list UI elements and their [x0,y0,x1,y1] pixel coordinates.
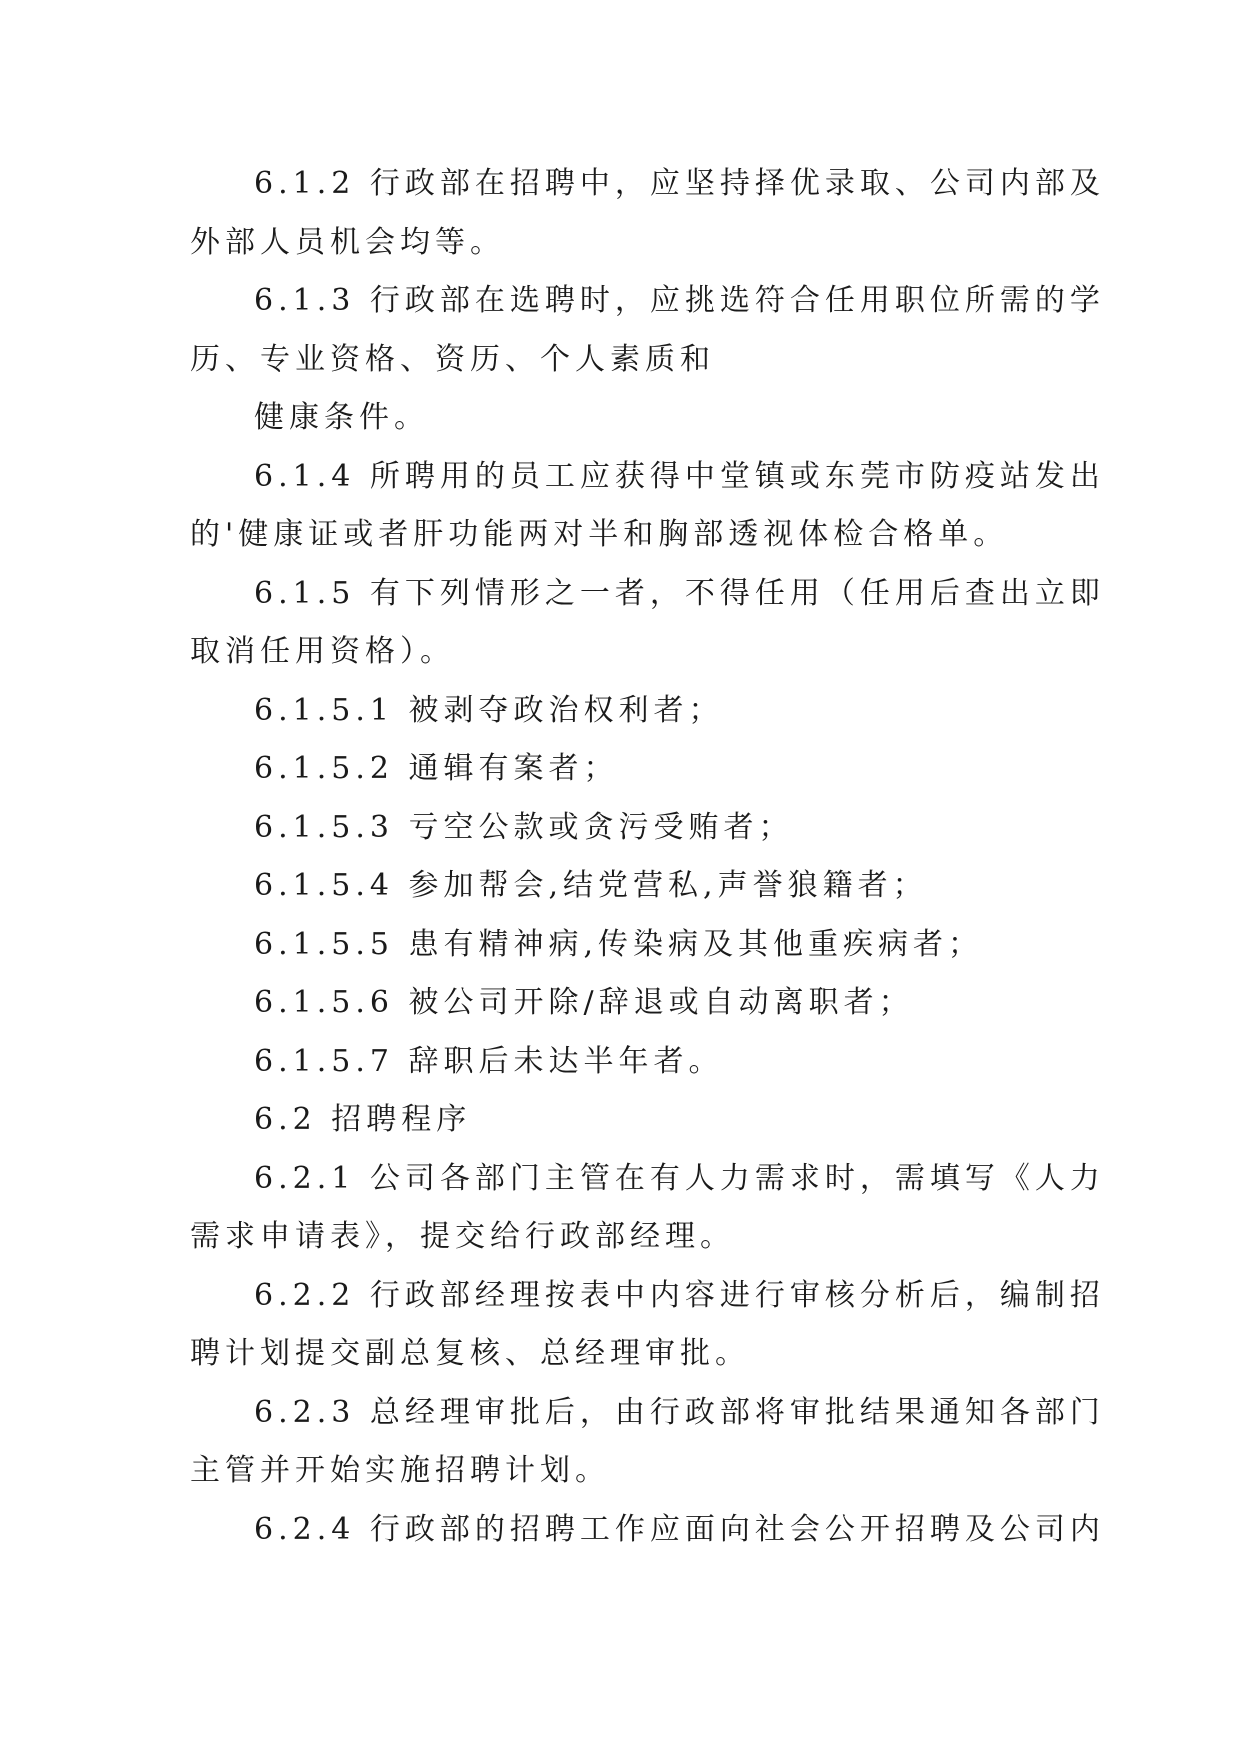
text-line: 6.2.2 行政部经理按表中内容进行审核分析后，编制招 [254,1277,1105,1313]
text-line: 主管并开始实施招聘计划。 [190,1453,610,1488]
document-page [190,155,1105,1559]
text-line: 6.1.2 行政部在招聘中，应坚持择优录取、公司内部及 [254,166,1105,201]
text-line: 历、专业资格、资历、个人素质和 [190,341,715,377]
text-line: 6.1.5.1 被剥夺政治权利者； [254,692,724,728]
text-line: 健康条件。 [254,400,429,435]
text-line: 6.1.5.4 参加帮会,结党营私,声誉狼籍者； [254,868,928,903]
section-heading: 6.2 招聘程序 [254,1102,472,1137]
text-line: 6.1.3 行政部在选聘时，应挑选符合任用职位所需的学 [254,283,1105,318]
text-line: 取消任用资格）。 [190,634,455,669]
text-line: 6.1.5.6 被公司开除/辞退或自动离职者； [254,985,914,1020]
text-line: 外部人员机会均等。 [190,224,505,260]
text-line: 需求申请表》，提交给行政部经理。 [190,1219,735,1254]
text-line: 6.1.5.7 辞职后未达半年者。 [254,1043,724,1079]
text-line: 的'健康证或者肝功能两对半和胸部透视体检合格单。 [190,517,1009,552]
text-line: 聘计划提交副总复核、总经理审批。 [190,1336,750,1371]
text-line: 6.2.3 总经理审批后，由行政部将审批结果通知各部门 [254,1394,1105,1430]
text-line: 6.1.5.2 通辑有案者； [254,751,619,786]
text-line: 6.2.1 公司各部门主管在有人力需求时，需填写《人力 [254,1160,1105,1196]
text-line: 6.1.5 有下列情形之一者，不得任用（任用后查出立即 [254,575,1105,611]
text-line: 6.1.5.5 患有精神病,传染病及其他重疾病者； [254,926,984,962]
text-line: 6.2.4 行政部的招聘工作应面向社会公开招聘及公司内 [254,1511,1105,1547]
text-line: 6.1.4 所聘用的员工应获得中堂镇或东莞市防疫站发出 [254,458,1105,494]
text-line: 6.1.5.3 亏空公款或贪污受贿者； [254,809,794,845]
